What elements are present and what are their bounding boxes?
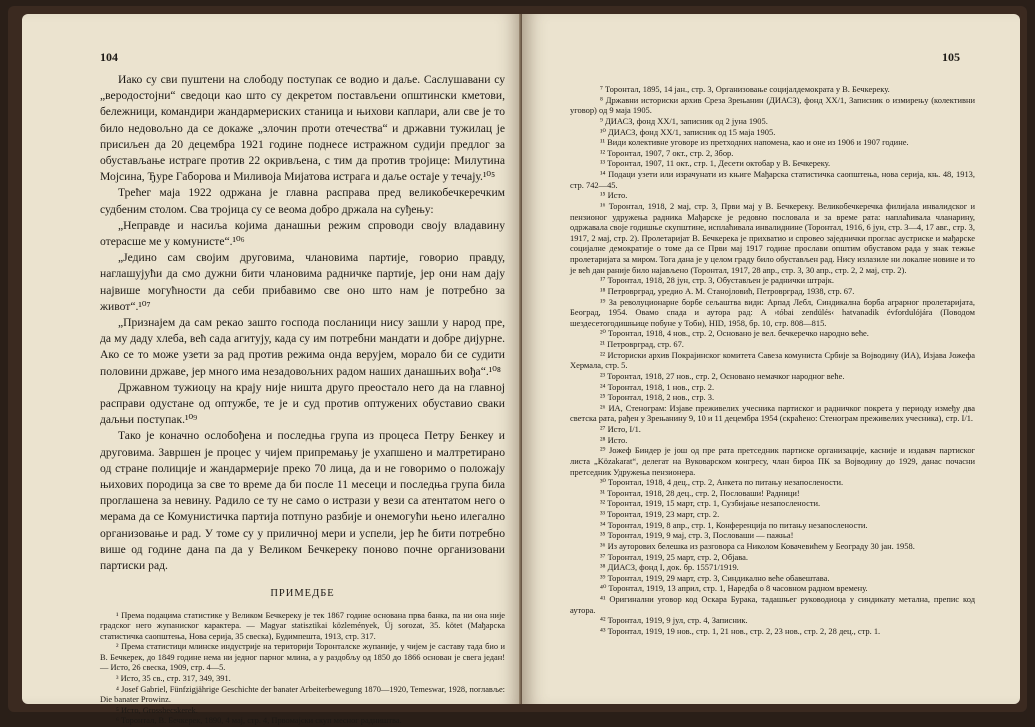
note: ³² Торонтал, 1919, 15 март, стр. 1, Сузбијање незапослености.	[570, 498, 975, 509]
note: ³³ Торонтал, 1919, 23 март, стр. 2.	[570, 509, 975, 520]
page-number-right: 105	[942, 50, 960, 65]
note: ¹ Према подацима статистике у Великом Бечкереку је тек 1867 године основана прва банка, па ни она није градског него жупаниског карактера. — Magyar statisztikai közlemények, Új sorozat, 35. kötet (Мађарска статистичка саопштења, Нова серија, 35 свеска), Будимпешта, 1913, стр. 317.	[100, 611, 505, 643]
note: ⁵ Исто, Grossbecskerek.	[100, 706, 505, 717]
note: ²¹ Петроврград, стр. 67.	[570, 339, 975, 350]
note: ³ Исто, 35 св., стр. 317, 349, 391.	[100, 674, 505, 685]
note: ¹² Торонтал, 1907, 7 окт., стр. 2, Збор.	[570, 148, 975, 159]
note: ⁸ Државни историски архив Среза Зрењанин (ДИАСЗ), фонд XX/1, Записник о измирењу (колективни уговор) од 9 маја 1905.	[570, 95, 975, 116]
page-number-left: 104	[100, 50, 118, 65]
note: ²³ Торонтал, 1918, 27 нов., стр. 2, Основано немачког народног веће.	[570, 371, 975, 382]
paragraph: Иако су сви пуштени на слободу поступак се водио и даље. Саслушавани су „веродостојни“ сведоци као што су декретом постављени општински кметови, бележници, командири жандармериских станица и њихови каплари, али све је то било недовољно да се докаже „злочин проти отечества“ и државни тужилац је присиљен да 20 децембра 1921 године поднесе истражном судији предлог за обустављање истраге против 22 окривљена, с тим да против тројице: Милутина Мојсина, Ђуре Габорова и Миливоја Мијатова истрага и даље остаје у течају.¹⁰⁵	[100, 72, 505, 185]
left-page-text	[100, 72, 505, 727]
quote-paragraph: „Једино сам својим друговима, члановима партије, говорио правду, наглашујући да смо дужни бити члановима радничке партије, јер они нам дају највише могућности да себи прибавимо све оно што нам је потребно за живот“.¹⁰⁷	[100, 250, 505, 315]
note: ⁴⁰ Торонтал, 1919, 13 април, стр. 1, Наредба о 8 часовном радном времену.	[570, 583, 975, 594]
note: ⁴² Торонтал, 1919, 9 јул, стр. 4, Записник.	[570, 615, 975, 626]
paragraph: Државном тужиоцу на крају није ништа друго преостало него да на главној расправи одустане од оптужбе, те је и суд против оптужених обуставио сваки даљњи поступак.¹⁰⁹	[100, 380, 505, 429]
note: ²⁴ Торонтал, 1918, 1 нов., стр. 2.	[570, 382, 975, 393]
note: ²² Историски архив Покрајинског комитета Савеза комуниста Србије за Војводину (ИА), Изјава Јожефа Хермала, стр. 5.	[570, 350, 975, 371]
note: ²⁰ Торонтал, 1918, 4 нов., стр. 2, Основано је вел. бечкеречко народно веће.	[570, 328, 975, 339]
note: ⁷ Торонтал, 1895, 14 јан., стр. 3, Организовање социјалдемократа у В. Бечкереку.	[570, 84, 975, 95]
right-notes-list	[570, 84, 975, 637]
note: ³⁸ ДИАСЗ, фонд I, док. бр. 15571/1919.	[570, 562, 975, 573]
note: ³⁹ Торонтал, 1919, 29 март, стр. 3, Синдикално веће обавештава.	[570, 573, 975, 584]
note: ³⁴ Торонтал, 1919, 8 апр., стр. 1, Конференција по питању незапослености.	[570, 520, 975, 531]
note: ²⁹ Јожеф Биндер је још од пре рата претседник партиске организације, касније и издавач партиског листа „Közakarat“, делегат на Вуковарском конгресу, члан бироа ПК за Војводину до 1929, данас почасни претседник Удружења пензионера.	[570, 445, 975, 477]
note: ²⁷ Исто, I/1.	[570, 424, 975, 435]
note: ³⁰ Торонтал, 1918, 4 дец., стр. 2, Анкета по питању незапослености.	[570, 477, 975, 488]
note: ³⁷ Торонтал, 1919, 25 март, стр. 2, Објава.	[570, 552, 975, 563]
note: ²⁸ Исто.	[570, 435, 975, 446]
note: ¹⁷ Торонтал, 1918, 28 јун, стр. 3, Обустављен је раднички штрајк.	[570, 275, 975, 286]
note: ¹⁶ Торонтал, 1918, 2 мај, стр. 3, Први мај у В. Бечкереку. Великобечкеречка филијала инвалидског и пензионог удружења радника Мађарске је редовно пословала и за време рата: наплаћивала чланарину, одржавала своје годишње скупштине, исплаћивала инвалиднине (Торонтал, 1916, 6 јун, стр. 3—4, 17 авг., стр. 3, 1917, 2 мај, стр. 2). Пролетаријат В. Бечкерека је прихватио и спровео заједнички проглас аустриске и мађарске социјалне демократије о томе да се Први мај 1917 године прослави општим обуставом рада у знак тежње пролетаријата за миром. Тога дана је у целом граду било обустављен рад. Нису излазиле ни локалне новине и то је већ дан раније било најављено (Торонтал, 1917, 28 апр., стр. 3, 30 апр., стр. 2, 2 мај, стр. 2).	[570, 201, 975, 275]
left-page	[22, 14, 522, 704]
note: ⁴³ Торонтал, 1919, 19 нов., стр. 1, 21 нов., стр. 2, 23 нов., стр. 2, 28 дец., стр. 1.	[570, 626, 975, 637]
note: ¹³ Торонтал, 1907, 11 окт., стр. 1, Десети октобар у В. Бечкереку.	[570, 158, 975, 169]
note: ³⁶ Из ауторових белешка из разговора са Николом Ковачевићем у Београду 30 јан. 1958.	[570, 541, 975, 552]
note: ¹⁴ Подаци узети или израчунати из књиге Мађарска статистичка саопштења, нова серија, књ. 48, 1913, стр. 742—45.	[570, 169, 975, 190]
note: ⁴ Josef Gabriel, Fünfzigjährige Geschichte der banater Arbeiterbewegung 1870—1920, Temeswar, 1928, поглавље: Die banater Prowinz.	[100, 685, 505, 706]
note: ³¹ Торонтал, 1918, 28 дец., стр. 2, Пословаши! Радници!	[570, 488, 975, 499]
paragraph: Трећег маја 1922 одржана је главна расправа пред великобечкеречким судбеним столом. Сва тројица су се веома добро држала на суђењу:	[100, 185, 505, 217]
notes-heading: ПРИМЕДБЕ	[100, 586, 505, 602]
note: ³⁵ Торонтал, 1919, 9 мај, стр. 3, Пословаши — пажња!	[570, 530, 975, 541]
note: ² Према статистици млинске индустрије на територији Торонталске жупаније, у чијем је саставу тада био и В. Бечкерек, до 1849 године нема ни једног парног млина, а у раздобљу од 1850 до 1866 основан је свега један! — Исто, 26 свеска, 1909, стр. 4—5.	[100, 642, 505, 674]
right-page	[522, 14, 1020, 704]
note: ⁴¹ Оригинални уговор код Оскара Бурака, тадашњег руководиоца у синдикату метална, препис код аутора.	[570, 594, 975, 615]
note: ¹⁰ ДИАСЗ, фонд XX/1, записник од 15 маја 1905.	[570, 127, 975, 138]
note: ¹⁵ Исто.	[570, 190, 975, 201]
note: ¹¹ Види колективне уговоре из претходних напомена, као и оне из 1906 и 1907 године.	[570, 137, 975, 148]
note: ¹⁹ За револуционарне борбе сељаштва види: Арпад Лебл, Синдикална борба аграрног пролетаријата, Београд, 1954. Овамо спада и аутора рад: A ›tóbai zendülés‹ hatvanadik évfordulójára (Поводом шездесетогодишњице побуне у Тоби), HID, 1958, бр. 10, стр. 808—815.	[570, 297, 975, 329]
paragraph: Тако је коначно ослобођена и последња група из процеса Петру Бенкеу и друговима. Завршен је процес у чијем припремању је ухапшено и малтретирано од стране полиције и жандармерије преко 70 лица, да и не говоримо о положају њихових породица за све то време да би после 11 месеци и последња група била проглашена за невину. Радило се ту не само о истрази у вези са атентатом него о мерама да се Комунистичка партија потпуно разбије и онемогући њено илегално организовање и рад. У томе су у приличној мери и успели, јер ће бити потребно више од године дана па да у Великом Бечкереку поново почне организовани партиски рад.	[100, 428, 505, 574]
notes-list	[100, 611, 505, 727]
quote-paragraph: „Неправде и насиља којима данашњи режим спроводи своју владавину отерасше ме у комунисте“.¹⁰⁶	[100, 218, 505, 250]
note: ⁹ ДИАСЗ, фонд XX/1, записник од 2 јуна 1905.	[570, 116, 975, 127]
note: ⁶ Торонтал, В. Бечкерек, 1890, 4 мај, стр. 4, Првомајски скуп месног радништва.	[100, 716, 505, 727]
note: ²⁵ Торонтал, 1918, 2 нов., стр. 3.	[570, 392, 975, 403]
note: ¹⁸ Петроврград, уредио А. М. Станојловић, Петроврград, 1938, стр. 67.	[570, 286, 975, 297]
note: ²⁶ ИА, Стенограм: Изјаве преживелих учесника партиског и радничког покрета у периоду између два светска рата, рађен у Зрењанину 9, 10 и 11 децембра 1954 (скраћено: Стенограм преживелих учесника), стр. I/1.	[570, 403, 975, 424]
quote-paragraph: „Признајем да сам рекао зашто господа посланици нису зашли у народ пре, да му даду хлеба, већ сада агитују, када су им потребни мандати и добре дијурне. Ако се то може узети за рад против режима онда верујем, морало би се судити половини државе, јер много има незадовољних радом наших данашњих вођа“.¹⁰⁸	[100, 315, 505, 380]
